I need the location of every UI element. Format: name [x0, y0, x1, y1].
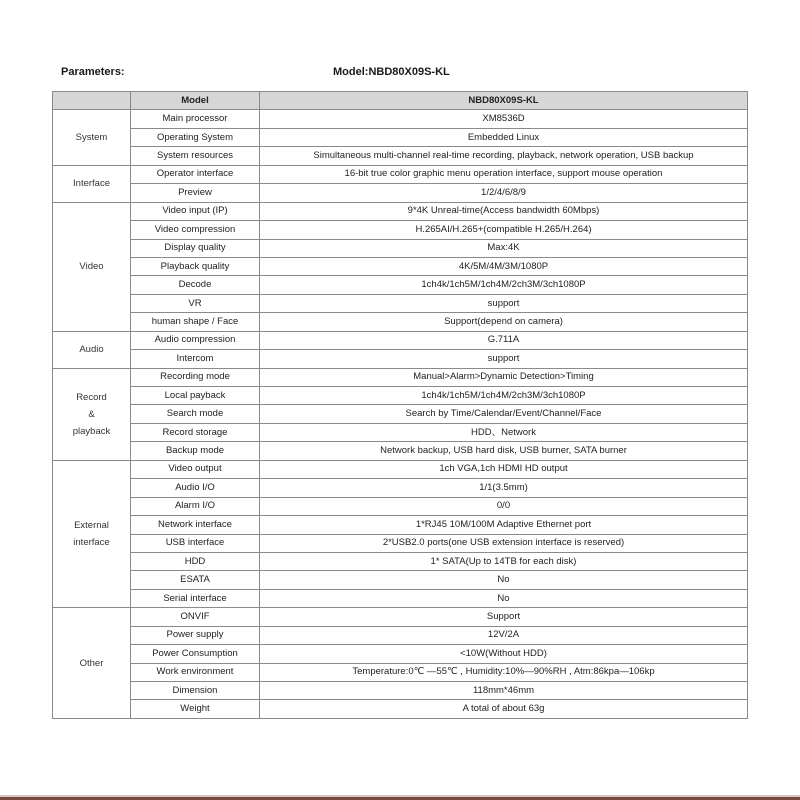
table-row: [53, 221, 748, 239]
category-label: interface: [73, 537, 110, 548]
value-cell: Support: [260, 608, 748, 626]
table-row: [53, 534, 748, 552]
table-row: [53, 239, 748, 257]
category-cell: [53, 165, 131, 202]
table-header-row: [53, 92, 748, 110]
parameter-cell: Alarm I/O: [131, 497, 260, 515]
category-cell: [53, 110, 131, 165]
parameter-cell: Network interface: [131, 516, 260, 534]
value-cell: 1ch4k/1ch5M/1ch4M/2ch3M/3ch1080P: [260, 276, 748, 294]
parameter-cell: Search mode: [131, 405, 260, 423]
parameter-cell: Local payback: [131, 387, 260, 405]
table-row: [53, 110, 748, 128]
parameter-cell: ONVIF: [131, 608, 260, 626]
table-row: [53, 165, 748, 183]
parameter-cell: Power supply: [131, 626, 260, 644]
model-heading: Model:NBD80X09S-KL: [333, 66, 450, 78]
category-label: System: [75, 132, 108, 144]
value-cell: HDD、Network: [260, 423, 748, 441]
header-value-cell: NBD80X09S-KL: [260, 92, 748, 110]
table-row: [53, 350, 748, 368]
parameter-cell: Backup mode: [131, 442, 260, 460]
parameter-cell: human shape / Face: [131, 313, 260, 331]
parameter-cell: VR: [131, 294, 260, 312]
category-label: Other: [79, 657, 104, 669]
parameter-cell: System resources: [131, 147, 260, 165]
table-row: [53, 700, 748, 718]
value-cell: Embedded Linux: [260, 128, 748, 146]
parameter-cell: Video input (IP): [131, 202, 260, 220]
table-row: [53, 682, 748, 700]
table-row: [53, 368, 748, 386]
value-cell: 9*4K Unreal-time(Access bandwidth 60Mbps): [260, 202, 748, 220]
table-row: [53, 645, 748, 663]
table-row: [53, 405, 748, 423]
table-row: [53, 423, 748, 441]
parameter-cell: Weight: [131, 700, 260, 718]
table-row: [53, 516, 748, 534]
category-label: Video: [79, 261, 104, 273]
category-cell: [53, 202, 131, 331]
parameter-cell: Main processor: [131, 110, 260, 128]
parameter-cell: Power Consumption: [131, 645, 260, 663]
parameter-cell: USB interface: [131, 534, 260, 552]
table-row: [53, 497, 748, 515]
value-cell: 118mm*46mm: [260, 682, 748, 700]
parameter-cell: Intercom: [131, 350, 260, 368]
parameter-cell: ESATA: [131, 571, 260, 589]
parameter-cell: Recording mode: [131, 368, 260, 386]
value-cell: Network backup, USB hard disk, USB burner, SATA burner: [260, 442, 748, 460]
category-cell: [53, 460, 131, 608]
parameter-cell: Work environment: [131, 663, 260, 681]
table-row: [53, 387, 748, 405]
table-row: [53, 589, 748, 607]
table-row: [53, 313, 748, 331]
category-label: External: [74, 520, 109, 531]
table-row: [53, 552, 748, 570]
parameter-cell: Video output: [131, 460, 260, 478]
value-cell: Simultaneous multi-channel real-time recording, playback, network operation, USB backup: [260, 147, 748, 165]
value-cell: 2*USB2.0 ports(one USB extension interface is reserved): [260, 534, 748, 552]
value-cell: 1/1(3.5mm): [260, 479, 748, 497]
parameter-cell: Display quality: [131, 239, 260, 257]
value-cell: 1/2/4/6/8/9: [260, 184, 748, 202]
table-row: [53, 571, 748, 589]
category-cell: [53, 608, 131, 719]
value-cell: support: [260, 350, 748, 368]
parameter-cell: Playback quality: [131, 257, 260, 275]
value-cell: A total of about 63g: [260, 700, 748, 718]
table-row: [53, 294, 748, 312]
table-row: [53, 128, 748, 146]
parameter-cell: Preview: [131, 184, 260, 202]
table-row: [53, 147, 748, 165]
value-cell: G.711A: [260, 331, 748, 349]
value-cell: 1*RJ45 10M/100M Adaptive Ethernet port: [260, 516, 748, 534]
header-parameter-cell: Model: [131, 92, 260, 110]
table-row: [53, 331, 748, 349]
value-cell: 1ch VGA,1ch HDMI HD output: [260, 460, 748, 478]
parameter-cell: Operator interface: [131, 165, 260, 183]
value-cell: 1ch4k/1ch5M/1ch4M/2ch3M/3ch1080P: [260, 387, 748, 405]
parameter-cell: Operating System: [131, 128, 260, 146]
parameter-cell: Video compression: [131, 221, 260, 239]
value-cell: Search by Time/Calendar/Event/Channel/Face: [260, 405, 748, 423]
value-cell: No: [260, 589, 748, 607]
table-row: [53, 202, 748, 220]
category-label: playback: [72, 425, 111, 437]
value-cell: <10W(Without HDD): [260, 645, 748, 663]
value-cell: Max:4K: [260, 239, 748, 257]
parameter-cell: Record storage: [131, 423, 260, 441]
value-cell: XM8536D: [260, 110, 748, 128]
value-cell: 0/0: [260, 497, 748, 515]
table-row: [53, 257, 748, 275]
spec-table-body: [53, 110, 748, 718]
category-label: Record: [76, 391, 107, 403]
category-cell: [53, 368, 131, 460]
table-row: [53, 626, 748, 644]
value-cell: 16-bit true color graphic menu operation interface, support mouse operation: [260, 165, 748, 183]
parameter-cell: Decode: [131, 276, 260, 294]
category-label: Audio: [79, 344, 104, 356]
table-row: [53, 663, 748, 681]
parameter-cell: HDD: [131, 552, 260, 570]
category-label: Interface: [73, 178, 110, 190]
header-category-cell: [53, 92, 131, 110]
parameters-heading: Parameters:: [61, 66, 125, 78]
value-cell: support: [260, 294, 748, 312]
value-cell: No: [260, 571, 748, 589]
table-row: [53, 479, 748, 497]
spec-table: [52, 91, 748, 719]
value-cell: Temperature:0℃ —55℃ , Humidity:10%—90%RH , Atm:86kpa—106kp: [260, 663, 748, 681]
parameter-cell: Audio I/O: [131, 479, 260, 497]
parameter-cell: Audio compression: [131, 331, 260, 349]
category-cell: [53, 331, 131, 368]
value-cell: 1* SATA(Up to 14TB for each disk): [260, 552, 748, 570]
value-cell: H.265AI/H.265+(compatible H.265/H.264): [260, 221, 748, 239]
value-cell: Manual>Alarm>Dynamic Detection>Timing: [260, 368, 748, 386]
parameter-cell: Dimension: [131, 682, 260, 700]
table-row: [53, 608, 748, 626]
value-cell: Support(depend on camera): [260, 313, 748, 331]
table-row: [53, 184, 748, 202]
table-row: [53, 442, 748, 460]
value-cell: 12V/2A: [260, 626, 748, 644]
parameter-cell: Serial interface: [131, 589, 260, 607]
table-row: [53, 460, 748, 478]
value-cell: 4K/5M/4M/3M/1080P: [260, 257, 748, 275]
category-label: &: [88, 408, 95, 420]
table-row: [53, 276, 748, 294]
